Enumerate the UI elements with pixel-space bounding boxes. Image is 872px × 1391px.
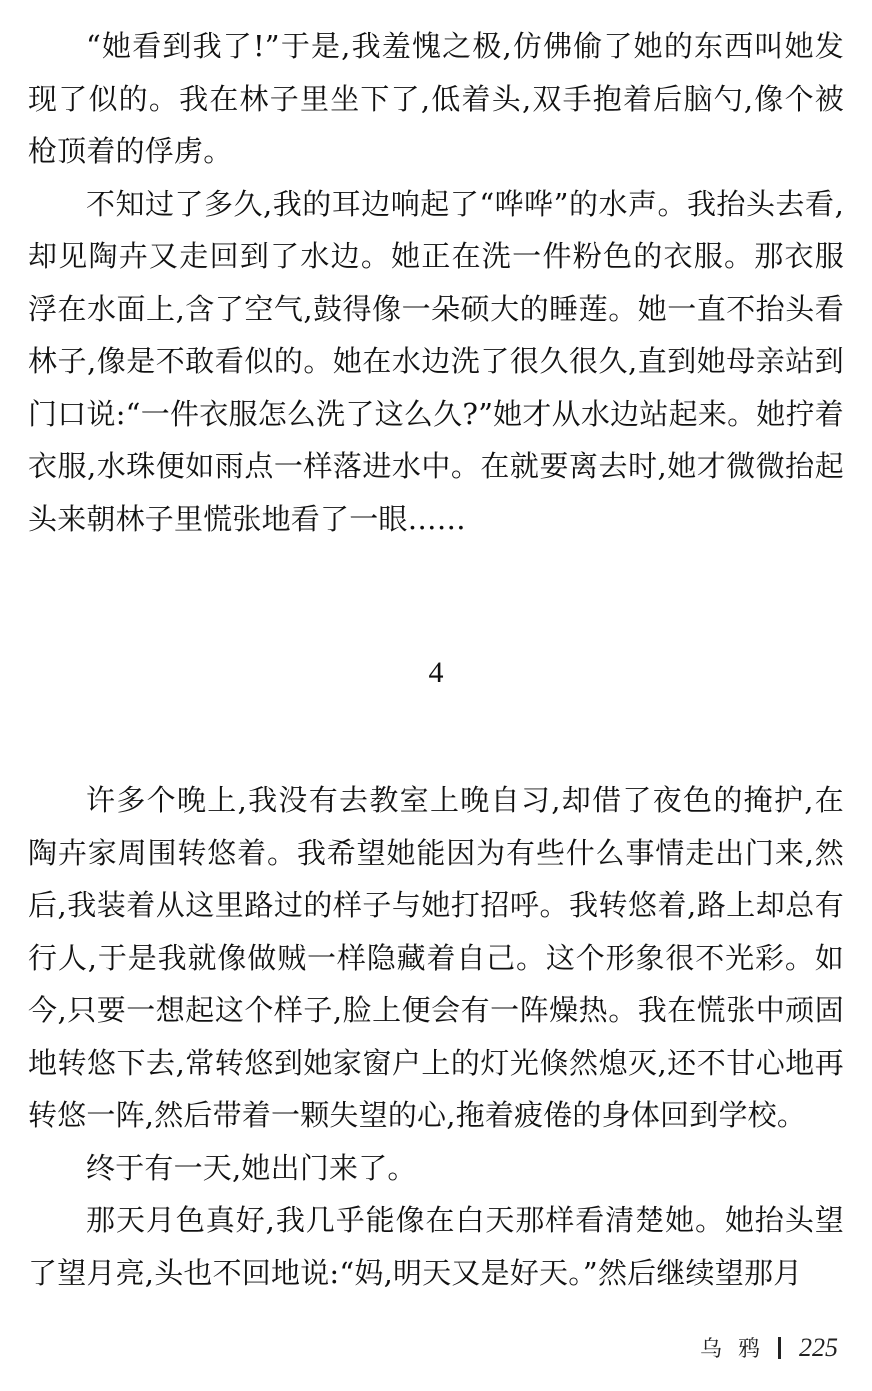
page-footer [700, 1332, 838, 1363]
section-spacer [28, 545, 844, 647]
section-spacer [28, 699, 844, 774]
page-number: 225 [799, 1332, 838, 1362]
paragraph: 终于有一天,她出门来了。 [86, 1150, 417, 1185]
section-number: 4 [428, 656, 444, 689]
paragraph: 不知过了多久,我的耳边响起了“哗哗”的水声。我抬头去看,却见陶卉又走回到了水边。她正在洗一件粉色的衣服。那衣服浮在水面上,含了空气,鼓得像一朵硕大的睡莲。她一直不抬头看林子,像是不敢看似的。她在水边洗了很久很久,直到她母亲站到门口说:“一件衣服怎么洗了这么久?”她才从水边站起来。她拧着衣服,水珠便如雨点一样落进水中。在就要离去时,她才微微抬起头来朝林子里慌张地看了一眼…… [28, 186, 844, 536]
paragraph: 许多个晚上,我没有去教室上晚自习,却借了夜色的掩护,在陶卉家周围转悠着。我希望她能因为有些什么事情走出门来,然后,我装着从这里路过的样子与她打招呼。我转悠着,路上却总有行人,于是我就像做贼一样隐藏着自己。这个形象很不光彩。如今,只要一想起这个样子,脸上便会有一阵燥热。我在慌张中顽固地转悠下去,常转悠到她家窗户上的灯光倏然熄灭,还不甘心地再转悠一阵,然后带着一颗失望的心,拖着疲倦的身体回到学校。 [28, 783, 844, 1132]
book-page [28, 20, 844, 1299]
paragraph: 那天月色真好,我几乎能像在白天那样看清楚她。她抬头望了望月亮,头也不回地说:“妈,明天又是好天。”然后继续望那月 [28, 1203, 844, 1290]
running-title: 乌鸦 [699, 1337, 776, 1362]
paragraph: “她看到我了!”于是,我羞愧之极,仿佛偷了她的东西叫她发现了似的。我在林子里坐下了,低着头,双手抱着后脑勺,像个被枪顶着的俘虏。 [28, 29, 844, 168]
footer-divider [778, 1337, 781, 1359]
